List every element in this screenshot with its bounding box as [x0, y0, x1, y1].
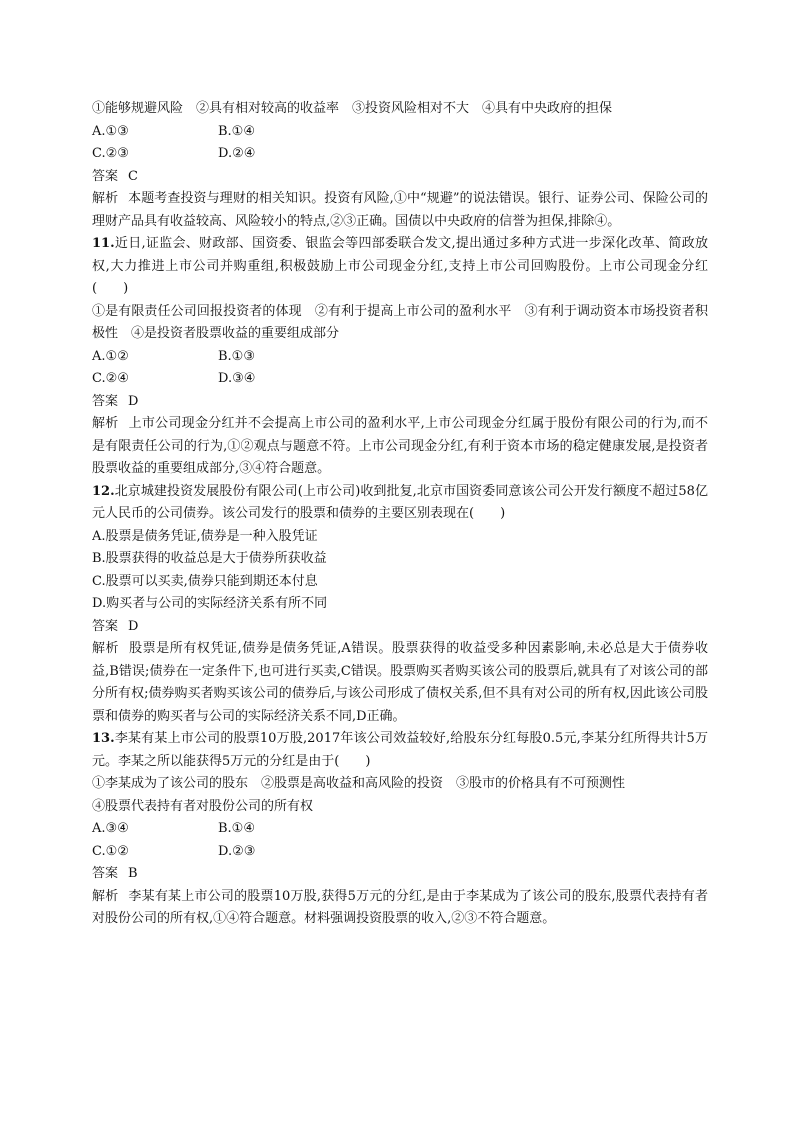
q11-stem-text: 近日,证监会、财政部、国资委、银监会等四部委联合发文,提出通过多种方式进一步深化改革、简政放权,大力推进上市公司并购重组,积极鼓励上市公司现金分红,支持上市公司回购股份。上市公司现金分红( ): [92, 236, 708, 296]
q10-option-b: B.①④: [218, 123, 255, 139]
q12-analysis: [92, 638, 708, 728]
q11-analysis-text: 上市公司现金分红并不会提高上市公司的盈利水平,上市公司现金分红属于股份有限公司的行为,而不是有限责任公司的行为,①②观点与题意不符。上市公司现金分红,有利于资本市场的稳定健康发展,是投资者股票收益的重要组成部分,③④符合题意。: [92, 416, 708, 476]
q12-analysis-text: 股票是所有权凭证,债券是债务凭证,A错误。股票获得的收益受多种因素影响,未必总是大于债券收益,B错误;债券在一定条件下,也可进行买卖,C错误。股票购买者购买该公司的股票后,就具有了对该公司的部分所有权;债券购买者购买该公司的债券后,与该公司形成了债权关系,但不具有对公司的所有权,因此该公司股票和债券的购买者与公司的实际经济关系不同,D正确。: [92, 641, 708, 724]
q12-option-d: D.购买者与公司的实际经济关系有所不同: [92, 596, 328, 611]
q13-statements-line-2: ④股票代表持有者对股份公司的所有权: [92, 798, 314, 814]
q13-analysis: [92, 886, 708, 931]
q11-option-b: B.①③: [218, 348, 255, 364]
q10-options-row-2: [92, 143, 708, 166]
q11-statements: ①是有限责任公司回报投资者的体现 ②有利于提高上市公司的盈利水平 ③有利于调动资本市场投资者积极性 ④是投资者股票收益的重要组成部分: [92, 303, 708, 341]
q13-option-c: C.①②: [92, 843, 129, 859]
answer-label: 答案: [92, 866, 119, 881]
q13-option-d: D.②③: [218, 843, 256, 859]
q13-option-a: A.③④: [92, 821, 129, 836]
q10-answer: [92, 166, 708, 189]
q13-answer: [92, 863, 708, 886]
q13-statements-line-1: ①李某成为了该公司的股东 ②股票是高收益和高风险的投资 ③股市的价格具有不可预测性: [92, 776, 626, 791]
q12-stem-text: 北京城建投资发展股份有限公司(上市公司)收到批复,北京市国资委同意该公司公开发行额度不超过58亿元人民币的公司债券。该公司发行的股票和债券的主要区别表现在( ): [92, 483, 708, 521]
q11-options-row-2: [92, 368, 708, 391]
q13-answer-value: B: [128, 866, 138, 881]
q13-analysis-text: 李某有某上市公司的股票10万股,获得5万元的分红,是由于李某成为了该公司的股东,股票代表持有者对股份公司的所有权,①④符合题意。材料强调投资股票的收入,②③不符合题意。: [92, 888, 708, 926]
q13-stem: [92, 728, 708, 773]
q13-options-row-1: [92, 818, 708, 841]
q12-option-c: C.股票可以买卖,债券只能到期还本付息: [92, 573, 318, 589]
q12-answer-value: D: [128, 618, 139, 634]
q10-option-d: D.②④: [218, 146, 256, 161]
q13-options-row-2: [92, 841, 708, 864]
q10-analysis: [92, 188, 708, 233]
q12-option-a: A.股票是债务凭证,债券是一种入股凭证: [92, 528, 318, 544]
q10-options-row-1: [92, 121, 708, 144]
q10-option-a: A.①③: [92, 123, 129, 139]
q12-stem: [92, 481, 708, 526]
answer-label: 答案: [92, 393, 119, 409]
analysis-label: 解析: [92, 641, 120, 656]
q11-answer-value: D: [128, 393, 139, 409]
q11-option-d: D.③④: [218, 371, 256, 386]
q11-number: 11.: [92, 236, 115, 251]
q12-number: 12.: [92, 483, 115, 499]
q13-option-b: B.①④: [218, 821, 255, 836]
q11-option-c: C.②④: [92, 371, 129, 386]
q12-answer: [92, 616, 708, 639]
answer-label: 答案: [92, 168, 119, 184]
q10-statements: ①能够规避风险 ②具有相对较高的收益率 ③投资风险相对不大 ④具有中央政府的担保: [92, 101, 613, 116]
q12-option-b: B.股票获得的收益总是大于债券所获收益: [92, 551, 327, 566]
analysis-label: 解析: [92, 416, 119, 431]
q11-option-a: A.①②: [92, 348, 129, 364]
q11-answer: [92, 391, 708, 414]
document-page: [92, 98, 708, 931]
q11-options-row-1: [92, 346, 708, 369]
analysis-label: 解析: [92, 191, 119, 206]
q13-number: 13.: [92, 731, 115, 746]
analysis-label: 解析: [92, 888, 119, 904]
q10-option-c: C.②③: [92, 146, 129, 161]
q11-stem: [92, 233, 708, 301]
q13-stem-text: 李某有某上市公司的股票10万股,2017年该公司效益较好,给股东分红每股0.5元,李某分红所得共计5万元。李某之所以能获得5万元的分红是由于( ): [92, 731, 708, 769]
q10-analysis-text: 本题考查投资与理财的相关知识。投资有风险,①中“规避”的说法错误。银行、证券公司、保险公司的理财产品具有收益较高、风险较小的特点,②③正确。国债以中央政府的信誉为担保,排除④。: [92, 191, 708, 229]
answer-label: 答案: [92, 618, 119, 634]
q11-analysis: [92, 413, 708, 481]
q10-answer-value: C: [128, 168, 138, 184]
